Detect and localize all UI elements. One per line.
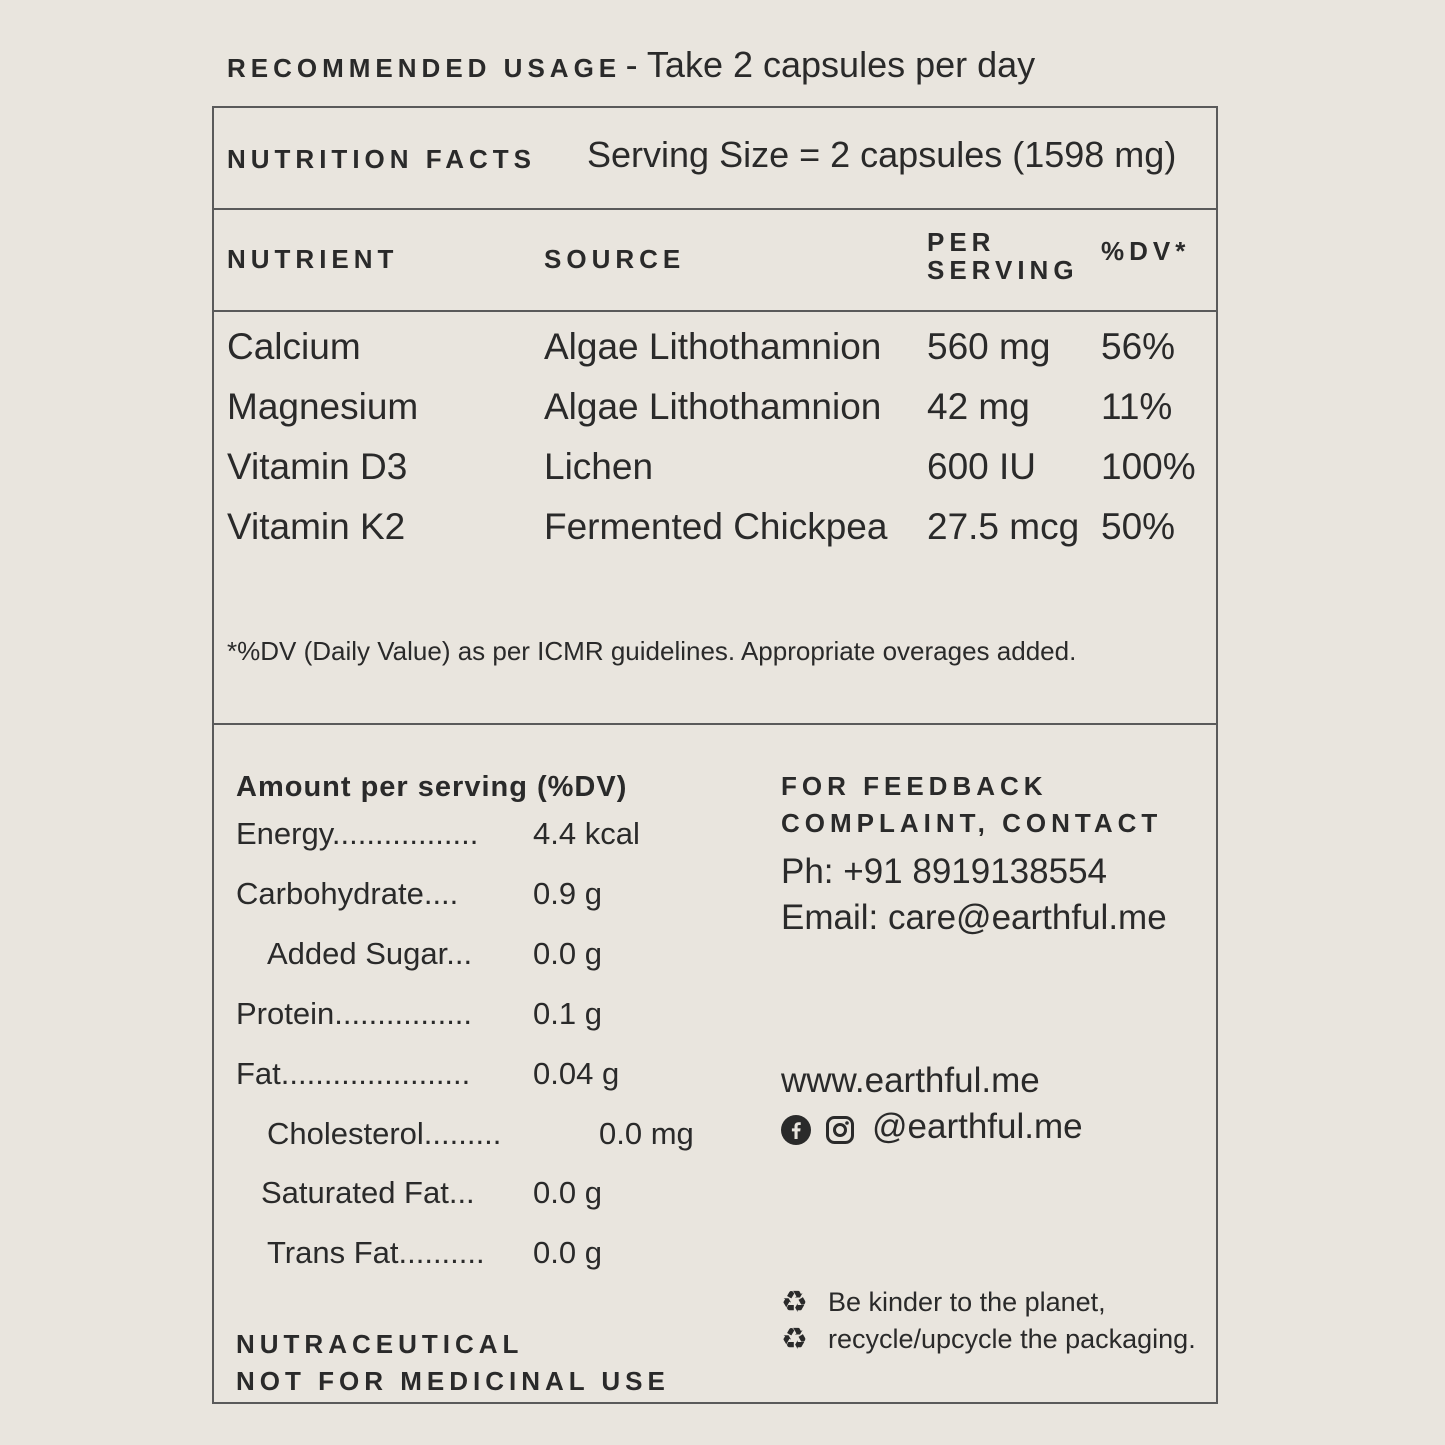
column-dv: %DV* (1101, 236, 1191, 266)
amount-value: 0.9 g (533, 876, 602, 911)
row-source: Lichen (544, 446, 654, 487)
amount-value: 4.4 kcal (533, 816, 640, 851)
feedback-heading: FOR FEEDBACK COMPLAINT, CONTACT (781, 771, 1163, 838)
amount-value: 0.04 g (533, 1056, 620, 1091)
email-address: Email: care@earthful.me (781, 898, 1167, 937)
row-source: Algae Lithothamnion (544, 326, 882, 367)
recommended-usage (227, 44, 1035, 86)
amount-label: Energy................. (236, 816, 479, 851)
row-nutrient: Vitamin K2 (227, 506, 406, 547)
amount-label: Added Sugar... (267, 936, 473, 971)
column-nutrient: NUTRIENT (227, 244, 399, 274)
row-nutrient: Vitamin D3 (227, 446, 408, 487)
amount-value: 0.0 mg (599, 1116, 694, 1151)
row-nutrient: Magnesium (227, 386, 419, 427)
amount-value: 0.0 g (533, 936, 602, 971)
amount-label: Saturated Fat... (261, 1175, 475, 1210)
phone-number: Ph: +91 8919138554 (781, 852, 1108, 891)
recycle-message: Be kinder to the planet, recycle/upcycle the packaging. (828, 1287, 1196, 1354)
amount-label: Fat...................... (236, 1056, 471, 1091)
column-per-serving: PER SERVING (927, 227, 1079, 285)
row-dv: 11% (1101, 386, 1173, 427)
divider (214, 208, 1216, 210)
amount-value: 0.0 g (533, 1235, 602, 1270)
serving-size: Serving Size = 2 capsules (1598 mg) (587, 134, 1177, 175)
row-source: Fermented Chickpea (544, 506, 888, 547)
row-source: Algae Lithothamnion (544, 386, 882, 427)
facebook-icon (781, 1115, 811, 1145)
column-source: SOURCE (544, 244, 686, 274)
website-link: www.earthful.me (781, 1061, 1040, 1100)
nutraceutical-notice: NUTRACEUTICAL NOT FOR MEDICINAL USE (236, 1329, 670, 1396)
amount-label: Cholesterol......... (267, 1116, 502, 1151)
row-dv: 50% (1101, 506, 1176, 547)
usage-label: RECOMMENDED USAGE (227, 53, 622, 83)
amount-value: 0.1 g (533, 996, 602, 1031)
amount-value: 0.0 g (533, 1175, 602, 1210)
row-amount: 27.5 mcg (927, 506, 1080, 547)
divider (214, 310, 1216, 312)
row-amount: 42 mg (927, 386, 1030, 427)
amount-label: Carbohydrate.... (236, 876, 459, 911)
row-dv: 56% (1101, 326, 1176, 367)
social-handle: @earthful.me (872, 1107, 1083, 1146)
dv-footnote: *%DV (Daily Value) as per ICMR guidelines. Appropriate overages added. (227, 636, 1077, 666)
divider (214, 723, 1216, 725)
nutrition-panel: NUTRITION FACTS Serving Size = 2 capsules (1598 mg) NUTRIENT SOURCE PER SERVING %DV* Calcium Algae Lithothamnion 560 mg 56% Magnesium Algae Lithothamnion 42 mg 11% Vitamin D3 Lichen 600 IU 100% Vitamin K2 Fermented Chickpea 27.5 mcg 50% *%DV (Daily Value) as per ICMR guidelines. Appropriate overages added. Amount per serving (%DV) Energy................. 4.4 kcal Carbohydrate.... 0.9 g Added Sugar... 0.0 g Protein................ 0.1 g Fat...................... 0.04 g Cholesterol......... 0.0 mg Saturated Fat... 0.0 g Trans Fat.......... 0.0 g NUTRACEUTICAL NOT FOR MEDICINAL USE FOR FEEDBACK COMPLAINT, CONTACT Ph: +91 8919138554 Email: care@earthful.me www.earthful.me @earthful.me ♻ ♻ Be kinder to the planet, recycle/upcycle the packaging. (212, 106, 1218, 1404)
row-amount: 600 IU (927, 446, 1037, 487)
amount-label: Trans Fat.......... (267, 1235, 485, 1270)
instagram-icon (825, 1115, 855, 1145)
nutrition-facts-label: NUTRITION FACTS (227, 144, 536, 174)
row-amount: 560 mg (927, 326, 1051, 367)
recycle-icon: ♻ ♻ (781, 1286, 808, 1356)
amount-label: Protein................ (236, 996, 473, 1031)
usage-text: - Take 2 capsules per day (625, 44, 1036, 85)
amount-title: Amount per serving (%DV) (236, 771, 628, 803)
row-dv: 100% (1101, 446, 1196, 487)
